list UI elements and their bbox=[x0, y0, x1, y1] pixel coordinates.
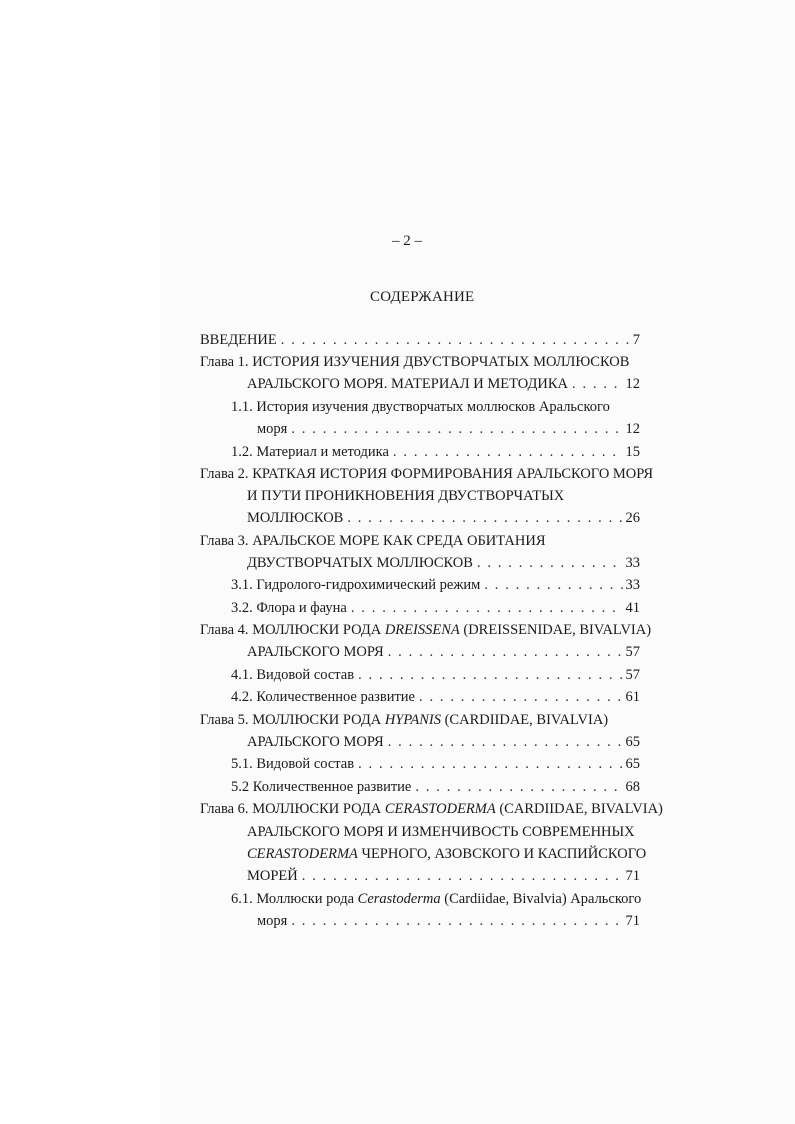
toc-entry-page: 71 bbox=[625, 868, 640, 884]
chapter-title: И ПУТИ ПРОНИКНОВЕНИЯ ДВУСТВОРЧАТЫХ bbox=[247, 488, 565, 504]
chapter-label: Глава 2. bbox=[200, 466, 249, 482]
chapter-label: Глава 3. bbox=[200, 533, 249, 549]
leader-dots bbox=[351, 598, 623, 618]
section-label: 3.1. bbox=[231, 577, 253, 593]
section-label: 1.2. bbox=[231, 444, 253, 460]
section-title: Материал и методика bbox=[256, 444, 389, 460]
chapter-title-prefix: МОЛЛЮСКИ РОДА bbox=[252, 801, 385, 817]
leader-dots bbox=[347, 508, 622, 528]
section-label: 5.2 bbox=[231, 779, 250, 795]
section-label: 3.2. bbox=[231, 600, 253, 616]
leader-dots bbox=[572, 374, 623, 394]
section-label: 1.1. bbox=[231, 399, 253, 415]
chapter-title: АРАЛЬСКОГО МОРЯ bbox=[247, 644, 384, 660]
toc-entry-page: 57 bbox=[625, 644, 640, 660]
toc-entry-page: 15 bbox=[625, 444, 640, 460]
chapter-title: КРАТКАЯ ИСТОРИЯ ФОРМИРОВАНИЯ АРАЛЬСКОГО МОРЯ bbox=[252, 466, 654, 482]
toc-chapter-5-line2 bbox=[247, 732, 640, 752]
chapter-title: ИСТОРИЯ ИЗУЧЕНИЯ ДВУСТВОРЧАТЫХ МОЛЛЮСКОВ bbox=[252, 354, 630, 370]
toc-chapter-6-line4 bbox=[247, 866, 640, 886]
section-label: 4.2. bbox=[231, 689, 253, 705]
chapter-label: Глава 5. bbox=[200, 712, 249, 728]
section-title: Флора и фауна bbox=[256, 600, 347, 616]
toc-chapter-6-line1 bbox=[200, 799, 663, 819]
leader-dots bbox=[358, 665, 622, 685]
toc-entry-title: ВВЕДЕНИЕ bbox=[200, 332, 277, 348]
toc-section-4-1 bbox=[231, 665, 640, 685]
leader-dots bbox=[291, 911, 622, 931]
leader-dots bbox=[388, 642, 623, 662]
toc-chapter-1-line1 bbox=[200, 352, 629, 372]
toc-chapter-1-line2 bbox=[247, 374, 640, 394]
toc-section-5-2 bbox=[231, 777, 640, 797]
toc-heading: СОДЕРЖАНИЕ bbox=[370, 289, 475, 305]
chapter-label: Глава 1. bbox=[200, 354, 249, 370]
genus-name: Cerastoderma bbox=[357, 891, 441, 907]
toc-chapter-2-line3 bbox=[247, 508, 640, 528]
chapter-title: АРАЛЬСКОГО МОРЯ. МАТЕРИАЛ И МЕТОДИКА bbox=[247, 376, 568, 392]
section-title: Количественное развитие bbox=[252, 779, 412, 795]
section-title: моря bbox=[257, 421, 288, 437]
toc-entry-page: 65 bbox=[625, 734, 640, 750]
toc-section-1-1-line1 bbox=[231, 397, 610, 417]
chapter-title: АРАЛЬСКОГО МОРЯ bbox=[247, 734, 384, 750]
toc-entry-page: 33 bbox=[625, 577, 640, 593]
chapter-label: Глава 4. bbox=[200, 622, 249, 638]
toc-section-1-2 bbox=[231, 442, 640, 462]
toc-entry-page: 26 bbox=[625, 510, 640, 526]
leader-dots bbox=[281, 330, 630, 350]
chapter-title: МОЛЛЮСКОВ bbox=[247, 510, 344, 526]
toc-entry-page: 33 bbox=[625, 555, 640, 571]
leader-dots bbox=[358, 754, 622, 774]
chapter-title-prefix: МОЛЛЮСКИ РОДА bbox=[252, 622, 385, 638]
toc-chapter-2-line1 bbox=[200, 464, 653, 484]
genus-name: HYPANIS bbox=[384, 712, 441, 728]
chapter-title-suffix: (CARDIIDAE, BIVALVIA) bbox=[495, 801, 663, 817]
leader-dots bbox=[393, 442, 623, 462]
page-number: – 2 – bbox=[392, 233, 422, 249]
toc-section-6-1-line1 bbox=[231, 889, 641, 909]
section-title: Гидролого-гидрохимический режим bbox=[256, 577, 481, 593]
leader-dots bbox=[415, 777, 622, 797]
chapter-title: АРАЛЬСКОГО МОРЯ И ИЗМЕНЧИВОСТЬ СОВРЕМЕННЫХ bbox=[247, 824, 635, 840]
section-title: Количественное развитие bbox=[256, 689, 415, 705]
toc-section-3-1 bbox=[231, 575, 640, 595]
section-title: моря bbox=[257, 913, 288, 929]
toc-section-5-1 bbox=[231, 754, 640, 774]
chapter-title-suffix: (CARDIIDAE, BIVALVIA) bbox=[440, 712, 609, 728]
toc-entry-intro bbox=[200, 330, 640, 350]
section-label: 6.1. bbox=[231, 891, 253, 907]
chapter-title: ЧЕРНОГО, АЗОВСКОГО И КАСПИЙСКОГО bbox=[357, 846, 647, 862]
toc-chapter-6-line2 bbox=[247, 822, 635, 842]
genus-name: DREISSENA bbox=[384, 622, 460, 638]
section-label: 4.1. bbox=[231, 667, 253, 683]
toc-entry-page: 7 bbox=[632, 332, 640, 348]
toc-chapter-2-line2 bbox=[247, 486, 564, 506]
section-title: Видовой состав bbox=[256, 667, 355, 683]
leader-dots bbox=[302, 866, 623, 886]
chapter-label: Глава 6. bbox=[200, 801, 249, 817]
toc-chapter-4-line2 bbox=[247, 642, 640, 662]
leader-dots bbox=[419, 687, 623, 707]
toc-chapter-5-line1 bbox=[200, 710, 608, 730]
toc-chapter-4-line1 bbox=[200, 620, 651, 640]
section-title-prefix: Моллюски рода bbox=[256, 891, 358, 907]
toc-entry-page: 65 bbox=[625, 756, 640, 772]
toc-chapter-3-line1 bbox=[200, 531, 546, 551]
toc-entry-page: 41 bbox=[625, 600, 640, 616]
toc-entry-page: 61 bbox=[625, 689, 640, 705]
section-title: История изучения двустворчатых моллюсков Аральского bbox=[256, 399, 610, 415]
toc-entry-page: 57 bbox=[625, 667, 640, 683]
genus-name: CERASTODERMA bbox=[247, 846, 358, 862]
section-label: 5.1. bbox=[231, 756, 253, 772]
leader-dots bbox=[484, 575, 622, 595]
toc-entry-page: 71 bbox=[625, 913, 640, 929]
chapter-title-suffix: (DREISSENIDAE, BIVALVIA) bbox=[459, 622, 652, 638]
toc-chapter-6-line3 bbox=[247, 844, 646, 864]
section-title-suffix: (Cardiidae, Bivalvia) Аральского bbox=[440, 891, 642, 907]
leader-dots bbox=[477, 553, 623, 573]
chapter-title: МОРЕЙ bbox=[247, 868, 298, 884]
toc-section-6-1-line2 bbox=[257, 911, 640, 931]
toc-chapter-3-line2 bbox=[247, 553, 640, 573]
section-title: Видовой состав bbox=[256, 756, 355, 772]
toc-entry-page: 12 bbox=[625, 376, 640, 392]
leader-dots bbox=[291, 419, 622, 439]
chapter-title-prefix: МОЛЛЮСКИ РОДА bbox=[252, 712, 385, 728]
chapter-title: ДВУСТВОРЧАТЫХ МОЛЛЮСКОВ bbox=[247, 555, 473, 571]
chapter-title: АРАЛЬСКОЕ МОРЕ КАК СРЕДА ОБИТАНИЯ bbox=[252, 533, 546, 549]
toc-entry-page: 68 bbox=[625, 779, 640, 795]
toc-section-1-1-line2 bbox=[257, 419, 640, 439]
leader-dots bbox=[388, 732, 623, 752]
toc-section-4-2 bbox=[231, 687, 640, 707]
toc-section-3-2 bbox=[231, 598, 640, 618]
genus-name: CERASTODERMA bbox=[384, 801, 496, 817]
toc-entry-page: 12 bbox=[625, 421, 640, 437]
